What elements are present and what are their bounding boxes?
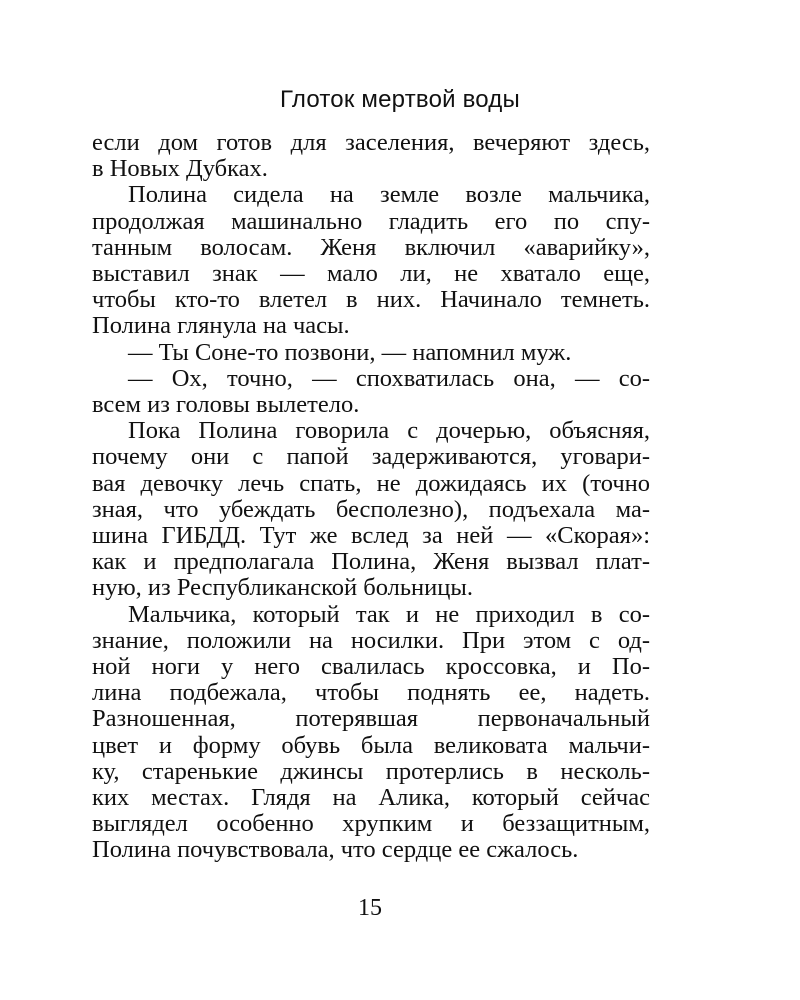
body-text	[92, 130, 650, 864]
text-line: Полина глянула на часы.	[92, 312, 350, 340]
text-line: если дом готов для заселения, вечеряют здесь,	[92, 129, 650, 156]
paragraph-first-line: Пока Полина говорила с дочерью, объясняя,	[128, 417, 650, 445]
text-line: выставил знак — мало ли, не хватало еще,	[92, 260, 650, 288]
text-line: почему они с папой задерживаются, уговари-	[92, 443, 650, 471]
text-line: Разношенная, потерявшая первоначальный	[92, 705, 650, 733]
text-line: шина ГИБДД. Тут же вслед за ней — «Скорая»:	[92, 522, 650, 550]
text-line: лина подбежала, чтобы поднять ее, надеть.	[92, 679, 650, 707]
page-number: 15	[358, 895, 382, 921]
text-line: зная, что убеждать бесполезно), подъехала ма-	[92, 495, 650, 523]
text-line: выглядел особенно хрупким и беззащитным,	[92, 810, 650, 838]
text-line: ку, старенькие джинсы протерлись в несколь-	[92, 757, 650, 785]
text-line: всем из головы вылетело.	[92, 391, 360, 419]
text-line: ной ноги у него свалилась кроссовка, и По-	[92, 653, 650, 681]
text-line: ную, из Республиканской больницы.	[92, 574, 473, 602]
text-line: цвет и форму обувь была великовата мальчи-	[92, 731, 650, 759]
paragraph-first-line: Полина сидела на земле возле мальчика,	[128, 181, 650, 209]
text-line: чтобы кто-то влетел в них. Начинало темнеть.	[92, 286, 650, 314]
paragraph-first-line: Мальчика, который так и не приходил в со-	[128, 600, 650, 628]
text-line: Полина почувствовала, что сердце ее сжалось.	[92, 836, 579, 864]
text-line: продолжая машинально гладить его по спу-	[92, 207, 650, 235]
text-line: как и предполагала Полина, Женя вызвал плат-	[92, 548, 650, 576]
text-line: в Новых Дубках.	[92, 155, 268, 183]
paragraph-first-line: — Ох, точно, — спохватилась она, — со-	[128, 364, 650, 392]
text-line: ких местах. Глядя на Алика, который сейчас	[92, 784, 650, 812]
text-line: вая девочку лечь спать, не дожидаясь их (точно	[92, 469, 650, 497]
text-line: танным волосам. Женя включил «аварийку»,	[92, 233, 650, 261]
text-line: знание, положили на носилки. При этом с од-	[92, 626, 650, 654]
running-head-title: Глоток мертвой воды	[280, 86, 520, 113]
paragraph-first-line: — Ты Соне-то позвони, — напомнил муж.	[128, 338, 572, 366]
